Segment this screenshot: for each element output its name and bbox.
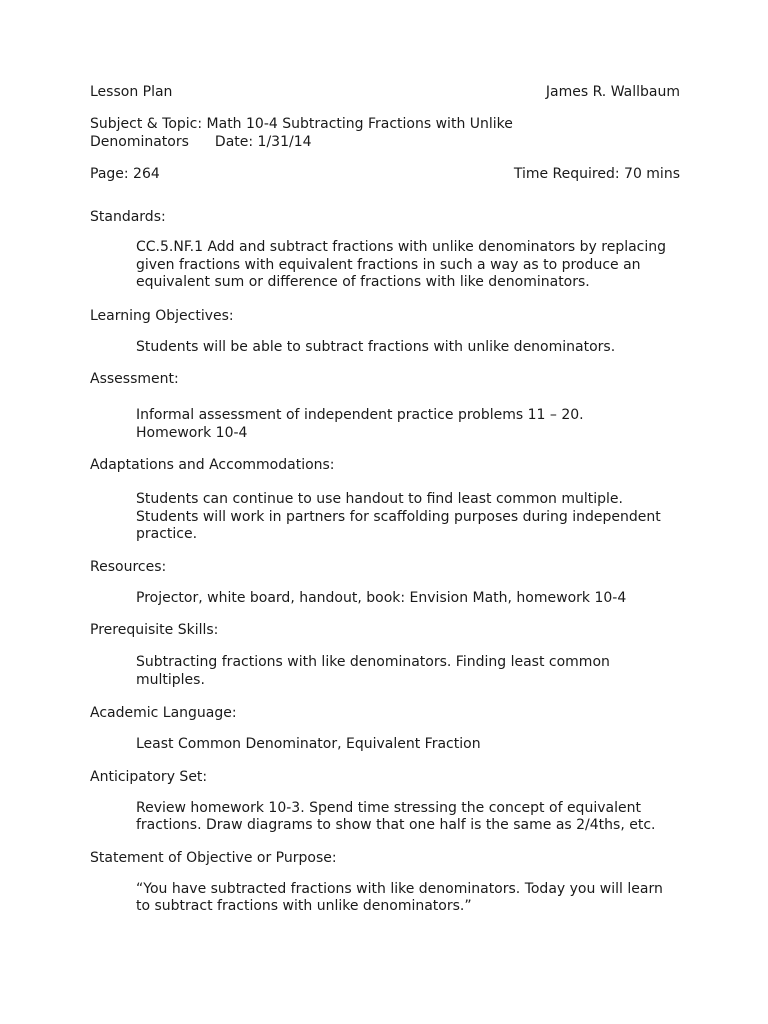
section-body	[136, 736, 680, 754]
section-resources	[90, 558, 680, 608]
lesson-plan-page	[90, 83, 680, 916]
page-number: Page: 264	[90, 166, 160, 182]
section-heading: Standards:	[90, 209, 166, 225]
author-name: James R. Wallbaum	[545, 84, 680, 100]
document-title: Lesson Plan	[90, 84, 173, 100]
language-text: Least Common Denominator, Equivalent Fraction	[136, 736, 481, 752]
section-heading: Assessment:	[90, 371, 179, 387]
section-body	[136, 654, 680, 689]
section-anticipatory-set	[90, 768, 680, 835]
anticipatory-text: Review homework 10-3. Spend time stressing the concept of equivalent fractions. Draw diagrams to show that one half is the same as 2/4ths, etc.	[136, 799, 656, 833]
assessment-line-2: Homework 10-4	[136, 424, 248, 441]
section-heading: Academic Language:	[90, 705, 237, 721]
time-required: Time Required: 70 mins	[513, 166, 680, 182]
section-heading: Adaptations and Accommodations:	[90, 457, 335, 473]
section-academic-language	[90, 704, 680, 754]
adaptations-line-2: Students will work in partners for scaffolding purposes during independent practice.	[136, 508, 661, 542]
objectives-text: Students will be able to subtract fractions with unlike denominators.	[136, 338, 616, 355]
section-adaptations	[90, 456, 680, 544]
section-body	[136, 881, 680, 916]
section-body	[136, 407, 680, 442]
section-standards	[90, 208, 680, 292]
purpose-text: “You have subtracted fractions with like denominators. Today you will learn to subtract fractions with unlike denominators.”	[136, 880, 663, 914]
section-body	[136, 339, 680, 357]
assessment-line-1: Informal assessment of independent practice problems 11 – 20.	[136, 407, 584, 423]
lesson-date: Date: 1/31/14	[214, 134, 312, 150]
section-body	[136, 590, 680, 608]
subject-line	[90, 115, 680, 151]
standards-text: CC.5.NF.1 Add and subtract fractions with unlike denominators by replacing given fractions with equivalent fractions in such a way as to produce an equivalent sum or difference of fractions with like denominators.	[136, 239, 667, 290]
section-prerequisites	[90, 621, 680, 689]
subject-topic: Subject & Topic: Math 10-4 Subtracting Fractions with Unlike Denominators	[90, 116, 513, 150]
section-heading: Learning Objectives:	[90, 307, 234, 324]
meta-row	[90, 165, 680, 183]
adaptations-line-1: Students can continue to use handout to find least common multiple.	[136, 491, 623, 507]
header-row	[90, 83, 680, 101]
resources-text: Projector, white board, handout, book: Envision Math, homework 10-4	[136, 589, 627, 606]
section-objectives	[90, 307, 680, 357]
section-heading: Anticipatory Set:	[90, 768, 208, 785]
section-assessment	[90, 370, 680, 442]
section-body	[136, 239, 680, 292]
section-heading: Statement of Objective or Purpose:	[90, 849, 337, 866]
section-purpose	[90, 849, 680, 916]
section-body	[136, 491, 680, 544]
prerequisites-text: Subtracting fractions with like denominators. Finding least common multiples.	[136, 654, 610, 688]
section-heading: Prerequisite Skills:	[90, 622, 219, 638]
section-body	[136, 800, 680, 835]
section-heading: Resources:	[90, 558, 167, 575]
